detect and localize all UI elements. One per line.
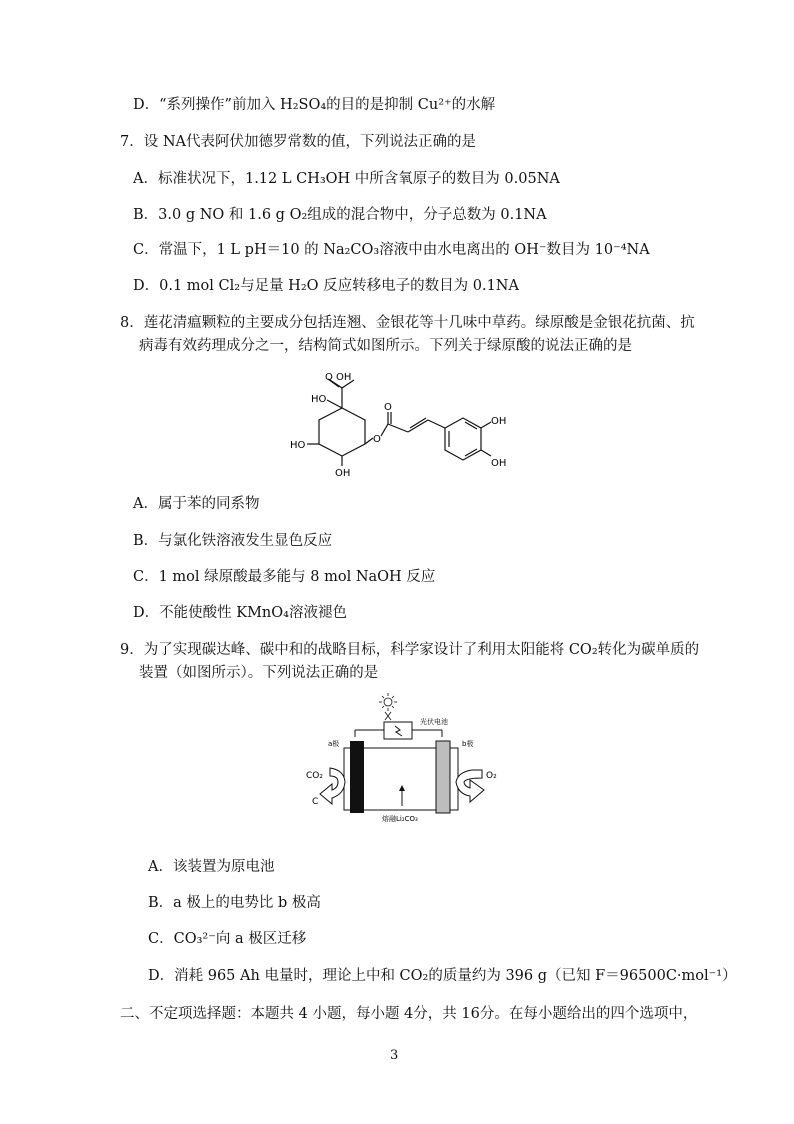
question-7: 7．设 NA代表阿伏加德罗常数的值，下列说法正确的是 (120, 134, 476, 150)
electrode-b (436, 741, 450, 813)
electrolysis-cell-diagram (292, 690, 502, 825)
ester-o-label: O (373, 434, 381, 445)
text-line: D．“系列操作”前加入 H₂SO₄的目的是抑制 Cu²⁺的水解 (133, 97, 496, 113)
carbonyl-o-label: O (384, 402, 392, 413)
carbon-label: C (312, 797, 319, 807)
co2-label: CO₂ (306, 771, 323, 781)
a-electrode-label: a极 (328, 740, 340, 748)
option-d: D．消耗 965 Ah 电量时，理论上中和 CO₂的质量约为 396 g（已知 F＝96500C·mol⁻¹） (148, 968, 737, 984)
electrolyte-label: 熔融Li₂CO₃ (382, 815, 418, 823)
option-b: B．3.0 g NO 和 1.6 g O₂组成的混合物中，分子总数为 0.1NA (133, 207, 547, 223)
option-d: D．不能使酸性 KMnO₄溶液褪色 (133, 605, 347, 621)
right-flow-arrow (456, 770, 484, 802)
option-c: C．CO₃²⁻向 a 极区迁移 (148, 931, 307, 947)
section-2-heading: 二、不定项选择题：本题共 4 小题，每小题 4分，共 16分。在每小题给出的四个选项中， (120, 1006, 698, 1022)
option-d: D．0.1 mol Cl₂与足量 H₂O 反应转移电子的数目为 0.1NA (133, 278, 519, 294)
ring-oh2-label: OH (491, 458, 507, 469)
question-8: 8．莲花清瘟颗粒的主要成分包括连翘、金银花等十几味中草药。绿原酸是金银花抗菌、抗 (120, 315, 695, 331)
ring-oh1-label: OH (491, 416, 507, 427)
solar-label: 光伏电池 (420, 718, 448, 726)
chlorogenic-acid-structure (285, 362, 525, 482)
option-b: B．与氯化铁溶液发生显色反应 (133, 533, 333, 549)
option-a: A．该装置为原电池 (148, 859, 275, 875)
electrode-a (350, 741, 364, 813)
cooh-label: O OH (325, 372, 352, 383)
question-8-cont: 病毒有效药理成分之一，结构简式如图所示。下列关于绿原酸的说法正确的是 (139, 338, 632, 354)
page-number: 3 (390, 1048, 399, 1063)
oh-bottom-label: OH (335, 468, 351, 479)
option-c: C．常温下，1 L pH＝10 的 Na₂CO₃溶液中由水电离出的 OH⁻数目为 10⁻⁴NA (133, 242, 650, 258)
option-a: A．标准状况下，1.12 L CH₃OH 中所含氧原子的数目为 0.05NA (133, 171, 560, 187)
left-flow-arrow (320, 768, 345, 804)
option-b: B．a 极上的电势比 b 极高 (148, 895, 321, 911)
option-c: C．1 mol 绿原酸最多能与 8 mol NaOH 反应 (133, 569, 436, 585)
ho-left-label: HO (290, 440, 306, 451)
ho-top-label: HO (311, 394, 327, 405)
b-electrode-label: b极 (462, 740, 474, 748)
o2-label: O₂ (486, 771, 497, 781)
question-9-cont: 装置（如图所示）。下列说法正确的是 (139, 665, 379, 681)
sun-icon (379, 693, 397, 720)
question-9: 9．为了实现碳达峰、碳中和的战略目标，科学家设计了利用太阳能将 CO₂转化为碳单质的 (120, 642, 700, 658)
option-a: A．属于苯的同系物 (133, 496, 260, 512)
